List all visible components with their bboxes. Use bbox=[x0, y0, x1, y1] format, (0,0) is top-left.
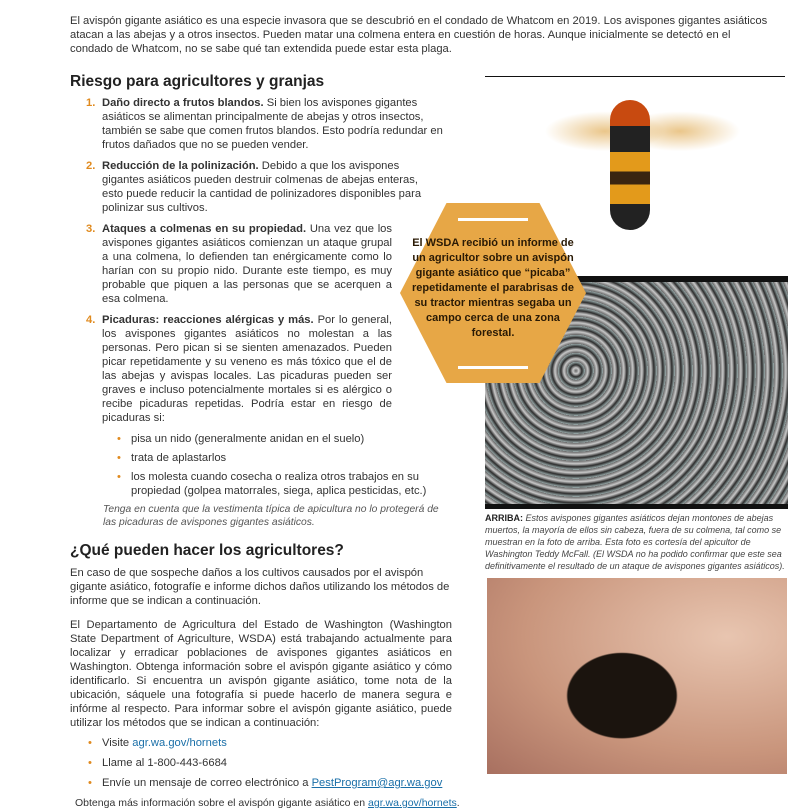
visit-item bbox=[88, 736, 453, 750]
item-number: 4. bbox=[86, 314, 96, 326]
footer-suffix: . bbox=[456, 797, 460, 809]
item-number: 2. bbox=[86, 160, 96, 172]
left-column bbox=[70, 72, 460, 810]
beekeeping-note: Tenga en cuenta que la vestimenta típica de apicultura no lo protegerá de las picaduras de avispones gigantes asiáticos. bbox=[103, 504, 439, 528]
photo-caption bbox=[485, 512, 790, 572]
item-title: Daño directo a frutos blandos. bbox=[102, 97, 264, 109]
divider bbox=[485, 504, 788, 509]
call-item: • Llame al 1-800-443-6684 bbox=[88, 756, 453, 770]
item-text: Debido a que los avispones gigantes asiáticos pueden destruir colmenas de abejas enteras, esto puede reducir la cantidad de polinizadores disponibles para polinizar sus cultivos. bbox=[102, 160, 422, 214]
hornet-image bbox=[610, 100, 650, 230]
item-text: Una vez que los avispones gigantes asiáticos comienzan un ataque grupal a una colmena, lo defienden tan enérgicamente como lo harían con su propio nido. Durante este tiempo, es muy probable que piquen a las personas que se acerquen a esa colmena. bbox=[102, 223, 392, 305]
what-paragraph-2: El Departamento de Agricultura del Estado de Washington (Washington State Department of Agriculture, WSDA) está trabajando actualmente para localizar y erradicar poblaciones de avispones gigantes asiáticos en Washington. Obtenga información sobre el avispón gigante asiático y cómo identificarlo. Si encuentra un avispón gigante asiático, tome nota de la ubicación, sáquele una fotografía si puede hacerlo de manera segura e infórme al respecto. Para informar sobre el avispón gigante asiático, puede utilizar los métodos que se indican a continuación: bbox=[70, 619, 452, 729]
risk-list bbox=[70, 96, 455, 425]
what-heading: ¿Qué pueden hacer los agricultores? bbox=[70, 542, 344, 559]
email-item bbox=[88, 776, 453, 790]
footer-link[interactable]: agr.wa.gov/hornets bbox=[368, 797, 457, 809]
footer-text: Obtenga más información sobre el avispón gigante asiático en bbox=[75, 797, 369, 809]
item-number: 1. bbox=[86, 97, 96, 109]
intro-paragraph: El avispón gigante asiático es una especie invasora que se descubrió en el condado de Whatcom en 2019. Los avispones gigantes asiáticos atacan a las abejas y a otros insectos. Pueden matar una colmena entera en cuestión de horas. Aunque inicialmente se detectó en el condado de Whatcom, no se sabe qué tan extendida puede estar esta plaga. bbox=[70, 15, 768, 55]
callout-line bbox=[458, 366, 528, 369]
risk-item bbox=[86, 313, 392, 425]
risk-item bbox=[86, 96, 447, 152]
caption-label: ARRIBA: bbox=[485, 513, 523, 523]
footer bbox=[75, 796, 495, 810]
risk-item bbox=[86, 159, 437, 215]
item-title: Reducción de la polinización. bbox=[102, 160, 259, 172]
item-title: Picaduras: reacciones alérgicas y más. bbox=[102, 314, 314, 326]
sting-risk-list bbox=[70, 432, 440, 498]
report-methods bbox=[88, 736, 453, 790]
email-label: Envíe un mensaje de correo electrónico a bbox=[102, 777, 312, 789]
item-title: Ataques a colmenas en su propiedad. bbox=[102, 223, 307, 235]
list-item: • pisa un nido (generalmente anidan en el suelo) bbox=[117, 432, 440, 446]
email-link[interactable]: PestProgram@agr.wa.gov bbox=[311, 777, 443, 789]
callout-text: El WSDA recibió un informe de un agricultor sobre un avispón gigante asiático que “picaba” repetidamente el parabrisas de su tractor mientras segaba un campo cerca de una zona forestal. bbox=[412, 237, 575, 339]
caption-text: Estos avispones gigantes asiáticos dejan montones de abejas muertos, la mayoría de ellos sin cabeza, fuera de su colmena, tal como se muestran en la foto de arriba. Esta foto es cortesía del apicultor de Washington Teddy McFall. (El WSDA no ha podido confirmar que este sea definitivamente el resultado de un ataque de avispones gigantes asiáticos). bbox=[485, 513, 785, 571]
item-text: Por lo general, los avispones gigantes asiáticos no molestan a las personas. Pero pican si se sienten amenazados. Pueden picar repetidamente y su veneno es más tóxico que el de las abejas y avispas locales. Las picaduras pueden ser graves e incluso potencialmente mortales si es alérgico o recibe picaduras repetidas. Podría estar en riesgo de picaduras si: bbox=[102, 314, 392, 424]
visit-label: Visite bbox=[102, 737, 133, 749]
list-item: • los molesta cuando cosecha o realiza otros trabajos en su propiedad (golpea matorrales, siega, aplica pesticidas, etc.) bbox=[117, 470, 440, 498]
hornet-in-hand-photo bbox=[487, 578, 787, 774]
item-number: 3. bbox=[86, 223, 96, 235]
risk-heading: Riesgo para agricultores y granjas bbox=[70, 73, 325, 90]
risk-item bbox=[86, 222, 392, 306]
hornets-link[interactable]: agr.wa.gov/hornets bbox=[132, 737, 227, 749]
list-item: • trata de aplastarlos bbox=[117, 451, 440, 465]
what-paragraph-1: En caso de que sospeche daños a los cultivos causados por el avispón gigante asiático, fotografíe e informe dichos daños utilizando los métodos de informe que se indican a continuación. bbox=[70, 567, 450, 607]
item-text: Si bien los avispones gigantes asiáticos se alimentan principalmente de abejas y otros insectos, también se sabe que comen frutos blandos. Esto podría redundar en frutos dañados que no se pueden vender. bbox=[102, 97, 443, 151]
callout-line bbox=[458, 218, 528, 221]
